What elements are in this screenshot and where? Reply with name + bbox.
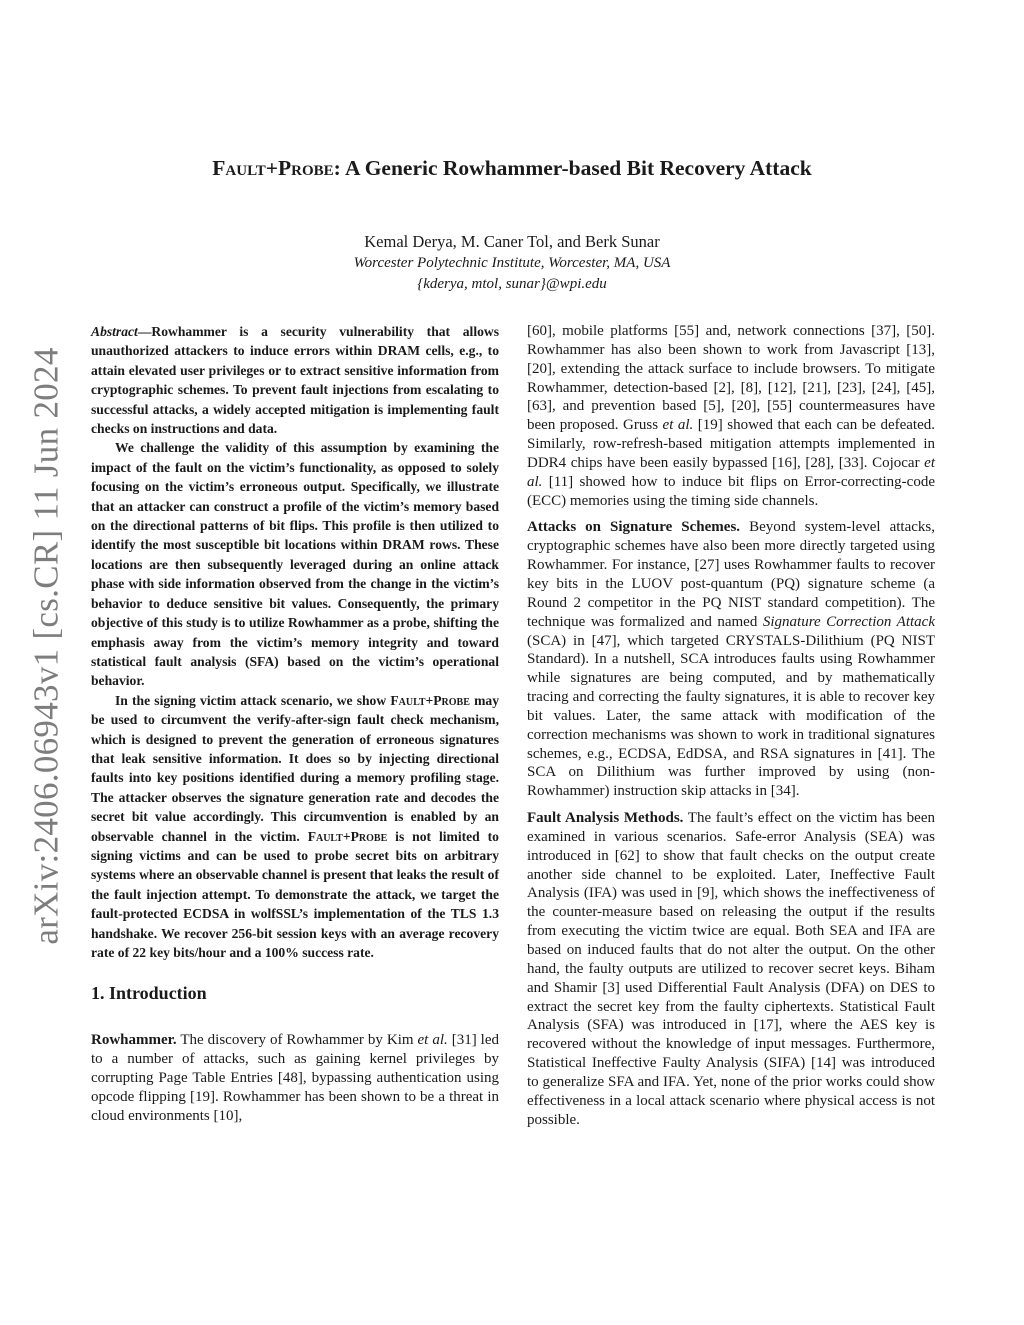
abstract-label: Abstract <box>91 324 138 339</box>
arxiv-sidebar-stamp <box>22 347 72 945</box>
intro-paragraph-rowhammer: Rowhammer. The discovery of Rowhammer by Kim et al. [31] led to a number of attacks, such as gaining kernel privileges by corrupting Page Table Entries [48], bypassing authentication using opcode flipping [19]. Rowhammer has been shown to be a threat in cloud environments [10], <box>91 1032 499 1124</box>
section-heading-introduction: 1. Introduction <box>91 983 207 1004</box>
abstract-paragraph-3: In the signing victim attack scenario, we show Fault+Probe may be used to circumvent the verify-after-sign fault check mechanism, which is designed to prevent the generation of erroneous signatures that leak sensitive information. It does so by injecting directional faults into key positions identified during a memory profiling stage. The attacker observes the signature generation rate and decodes the secret bit value accordingly. This circumvention is enabled by an observable channel in the victim. Fault+Probe is not limited to signing victims and can be used to probe secret bits on arbitrary systems where an observable channel is present that leaks the result of the fault injection attempt. To demonstrate the attack, we target the fault-protected ECDSA in wolfSSL’s implementation of the TLS 1.3 handshake. We recover 256-bit session keys with an average recovery rate of 22 key bits/hour and a 100% success rate. <box>91 692 499 960</box>
paper-title <box>0 156 1024 181</box>
system-name: Fault+Probe <box>307 828 388 844</box>
title-plus: + <box>265 156 278 180</box>
paragraph-heading: Attacks on Signature Schemes. <box>527 519 741 536</box>
system-name: Fault+Probe <box>390 692 470 708</box>
title-rest: : A Generic Rowhammer-based Bit Recovery Attack <box>333 156 812 180</box>
abstract-paragraph-1: Abstract—Rowhammer is a security vulnerability that allows unauthorized attackers to induce errors within DRAM cells, e.g., to attain elevated user privileges or to extract sensitive information from cryptographic schemes. To prevent fault injections from escalating to successful attacks, a widely accepted mitigation is implementing fault checks on instructions and data. <box>91 324 499 437</box>
paragraph-fault-analysis: Fault Analysis Methods. The fault’s effect on the victim has been examined in various scenarios. Safe-error Analysis (SEA) was introduced in [62] to show that fault checks on the output create another side channel to be exploited. Later, Ineffective Fault Analysis (IFA) was used in [9], which shows the ineffectiveness of the counter-measure based on releasing the output if the results from executing the victim twice are equal. Both SEA and IFA are based on induced faults that do not alter the output. On the other hand, the faulty outputs are utilized to recover secret keys. Biham and Shamir [3] used Differential Fault Analysis (DFA) on DES to extract the secret key from the faulty ciphertexts. Statistical Fault Analysis (SFA) was introduced in [17], where the AES key is recovered without the knowledge of input messages. Furthermore, Statistical Ineffective Faulty Analysis (SIFA) [14] was introduced to generalize SFA and IFA. Yet, none of the prior works could show effectiveness in a local attack scenario where physical access is not possible. <box>527 810 935 1128</box>
paragraph-rowhammer-continued: [60], mobile platforms [55] and, network connections [37], [50]. Rowhammer has also been shown to work from Javascript [13], [20], extending the attack surface to include browsers. To mitigate Rowhammer, detection-based [2], [8], [12], [21], [23], [24], [45], [63], and prevention based [5], [20], [55] countermeasures have been proposed. Gruss et al. [19] showed that each can be defeated. Similarly, row-refresh-based mitigation attempts implemented in DDR4 chips have been easily bypassed [16], [28], [33]. Cojocar et al. [11] showed how to induce bit flips on Error-correcting-code (ECC) memories using the timing side channels. <box>527 323 935 509</box>
right-column <box>527 322 935 1129</box>
arxiv-id: arXiv:2406.06943v1 [cs.CR] 11 Jun 2024 <box>27 347 67 945</box>
paragraph-heading: Rowhammer. <box>91 1032 177 1049</box>
abstract <box>91 322 499 962</box>
email-addresses: {kderya, mtol, sunar}@wpi.edu <box>417 276 607 292</box>
left-column <box>91 322 499 1125</box>
abstract-paragraph-2: We challenge the validity of this assumption by examining the impact of the fault on the victim’s functionality, as opposed to solely focusing on the victim’s erroneous output. Specifically, we illustrate that an attacker can construct a profile of the victim’s memory based on the directional patterns of bit flips. This profile is then utilized to identify the most susceptible bit locations within DRAM rows. These locations are then subsequently leveraged during an online attack phase with side information observed from the change in the victim’s behavior to deduce sensitive bit values. Consequently, the primary objective of this study is to utilize Rowhammer as a probe, shifting the emphasis away from the victim’s memory integrity and toward statistical fault analysis (SFA) based on the victim’s operational behavior. <box>91 440 499 689</box>
paragraph-signature-attacks: Attacks on Signature Schemes. Beyond system-level attacks, cryptographic schemes have also been more directly targeted using Rowhammer. For instance, [27] uses Rowhammer faults to recover key bits in the LUOV post-quantum (PQ) signature scheme (a Round 2 competitor in the PQ NIST standard competition). The technique was formalized and named Signature Correction Attack (SCA) in [47], which targeted CRYSTALS-Dilithium (PQ NIST Standard). In a nutshell, SCA introduces faults using Rowhammer while signatures are being computed, and by mathematically tracing and correcting the faulty signatures, it is able to recover key bit values. Later, the same attack with modification of the correction mechanisms was shown to work in traditional signatures schemes, e.g., ECDSA, EdDSA, and RSA signatures in [41]. The SCA on Dilithium was further improved by using (non-Rowhammer) instruction skip attacks in [34]. <box>527 519 935 800</box>
paragraph-heading: Fault Analysis Methods. <box>527 810 684 827</box>
title-fault: Fault <box>212 156 266 180</box>
author-list: Kemal Derya, M. Caner Tol, and Berk Sunar <box>364 232 660 251</box>
title-probe: Probe <box>277 156 334 180</box>
affiliation: Worcester Polytechnic Institute, Worcester, MA, USA <box>353 255 671 271</box>
